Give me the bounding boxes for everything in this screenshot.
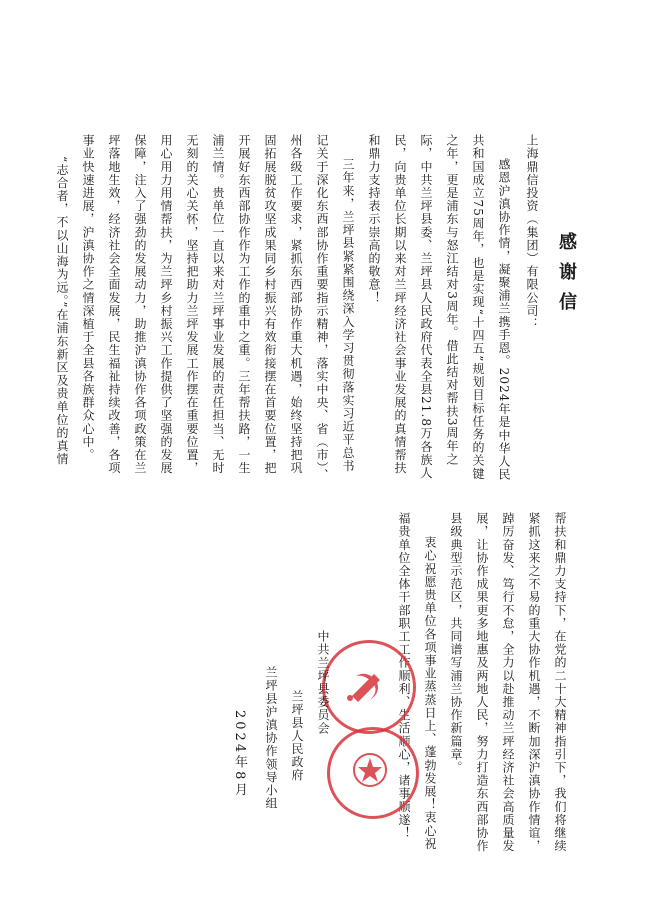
signature-date: 2024年8月 (232, 710, 247, 799)
signature-org-party: 中共兰坪县委员会 (316, 630, 330, 735)
body-line: “志合者，不以山海为远。”在浦东新区及贵单位的真情 (55, 156, 69, 466)
body-line: 用心用力用情帮扶，为兰坪乡村振兴工作提供了坚强的发展 (159, 134, 173, 475)
body-line: 帮扶和鼎力支持下，在党的二十大精神指引下，我们将继续 (553, 512, 567, 853)
body-line: 保障，注入了强劲的发展动力，助推沪滇协作各项政策在兰 (133, 134, 147, 475)
government-seal (327, 727, 419, 819)
body-line: 固拓展脱贫攻坚成果同乡村振兴有效衔接摆在首要位置，把 (263, 134, 277, 475)
body-line: 事业快速进展，沪滇协作之情深植于全县各族群众心中。 (81, 134, 95, 462)
body-line: 感恩沪滇协作情，凝聚浦兰携手恩。2024年是中华人民 (497, 158, 511, 482)
letter-title: 感谢信 (556, 232, 577, 322)
signature-org-leading-group: 兰坪县沪滇协作领导小组 (264, 666, 278, 811)
party-seal (322, 640, 416, 734)
body-line: 踔厉奋发、笃行不怠，全力以赴推动兰坪经济社会高质量发 (501, 512, 515, 853)
body-line: 之年，更是浦东与怒江结对3周年。借此结对帮扶3周年之 (445, 134, 459, 466)
body-line: 开展好东西部协作作为工作的重中之重。三年帮扶路，一生 (237, 134, 251, 475)
body-line: 际，中共兰坪县委、兰坪县人民政府代表全县21.8万各族人 (419, 134, 433, 480)
body-line: 记关于深化东西部协作重要指示精神，落实中央、省（市）、 (315, 134, 329, 482)
body-line: 无刻的关心关怀，坚持把助力兰坪发展工作摆在重要位置， (185, 134, 199, 475)
body-line: 福贵单位全体干部职工工作顺利、生活顺心，诸事顺遂！ (397, 512, 411, 840)
body-line: 三年来，兰坪县紧紧围绕深入学习贯彻落实习近平总书 (341, 158, 355, 473)
signature-org-government: 兰坪县人民政府 (290, 690, 304, 782)
body-line: 展，让协作成果更多地惠及两地人民，努力打造东西部协作 (475, 512, 489, 853)
body-line: 和鼎力支持表示崇高的敬意！ (367, 134, 381, 305)
body-line: 衷心祝愿贵单位各项事业蒸蒸日上、蓬勃发展！衷心祝 (423, 536, 437, 851)
body-line: 共和国成立75周年，也是实现“十四五”规划目标任务的关键 (471, 134, 485, 481)
body-line: 紧抓这来之不易的重大协作机遇，不断加深沪滇协作情谊， (527, 512, 541, 853)
body-line: 州各级工作要求，紧抓东西部协作重大机遇，始终坚持把巩 (289, 134, 303, 475)
body-line: 坪落地生效，经济社会全面发展，民生福祉持续改善，各项 (107, 134, 121, 475)
body-line: 民，向贵单位长期以来对兰坪经济社会事业发展的真情帮扶 (393, 134, 407, 475)
party-emblem-icon (322, 640, 410, 728)
body-line: 浦兰情。贵单位一直以来对兰坪事业发展的责任担当、无时 (211, 134, 225, 475)
salutation: 上海鼎信投资（集团）有限公司： (525, 134, 539, 331)
body-line: 县级典型示范区，共同谱写浦兰协作新篇章。 (449, 512, 463, 774)
national-emblem-icon (327, 727, 413, 813)
